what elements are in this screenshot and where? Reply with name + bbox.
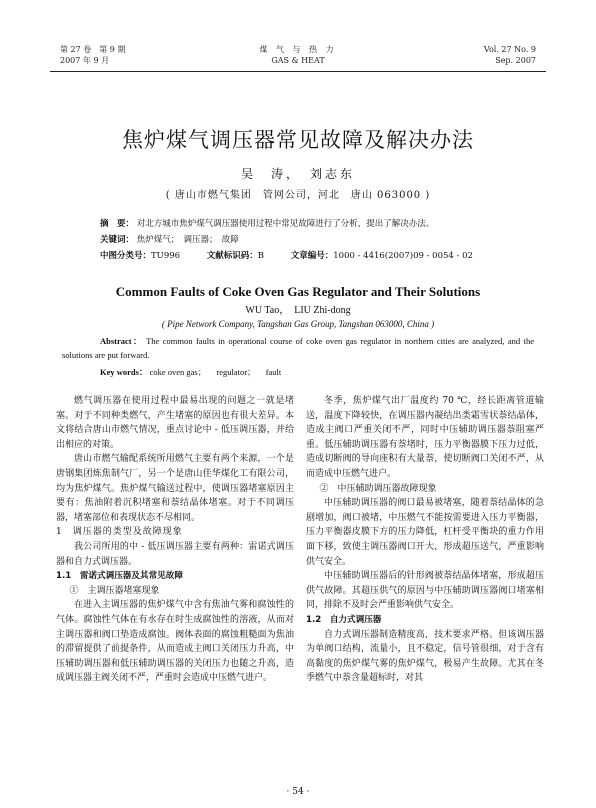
abstract-en — [62, 334, 534, 362]
keywords-cn-label: 关键词： — [100, 235, 135, 245]
abstract-en-text: The common faults in operational course of coke oven gas regulator in northern cities are analyzed, and the solutions are put forward. — [62, 336, 534, 360]
body-column-right — [306, 394, 544, 686]
paragraph: 自力式调压器制造精度高，技术要求严格。但该调压器为单阀口结构，流量小，且不稳定，信号管很细，对于含有高黏度的焦炉煤气雾的焦炉煤气，极易产生故障。尤其在冬季燃气中萘含量超标时，对其 — [306, 629, 544, 684]
journal-volume-issue-en — [484, 44, 536, 66]
journal-name-cn: 煤 气 与 热 力 — [259, 45, 337, 54]
volume-issue-en-text: Vol. 27 No. 9 — [483, 45, 536, 54]
article-number — [291, 251, 473, 261]
keywords-cn-text: 焦炉煤气； 调压器； 故障 — [136, 235, 239, 245]
document-code — [207, 251, 264, 261]
keyword-en-item: coke oven gas； — [149, 367, 207, 377]
publication-date-en-text: Sep. 2007 — [495, 56, 536, 65]
paragraph: 唐山市燃气输配系统所用燃气主要有两个来源，一个是唐钢集团炼焦制气厂，另一个是唐山佳华煤化工有限公司，均为焦炉煤气。焦炉煤气输送过程中，使调压器堵塞原因主要有：焦油附着沉积堵塞和萘结晶体堵塞。对于不同调压器，堵塞部位和表现状态不尽相同。 — [56, 454, 294, 523]
affiliation-en: ( Pipe Network Company, Tangshan Gas Group, Tangshan 063000, China ) — [161, 319, 435, 329]
abstract-cn-label: 摘 要： — [100, 219, 135, 229]
article-number-label: 文章编号： — [290, 251, 334, 261]
keywords-cn — [100, 234, 239, 246]
keywords-en-label: Key words： — [100, 367, 148, 377]
body-column-left — [56, 394, 294, 686]
clc-value: TU996 — [151, 251, 181, 261]
section-heading: 1 调压器的类型及故障现象 — [56, 527, 183, 538]
page-number: · 54 · — [286, 787, 310, 797]
abstract-cn-text: 对北方城市焦炉煤气调压器使用过程中常见故障进行了分析，提出了解决办法。 — [136, 219, 435, 229]
paragraph: 冬季，焦炉煤气出厂温度约 70 ℃，经长距离管道输送，温度下降较快，在调压器内凝结出类霜雪状萘结晶体，造成主阀口严重关闭不严，同时中压辅助调压器萘阻塞严重。低压辅助调压器有萘堵时，压力平衡器膜下压力过低，造成切断阀的导向座积有大量萘，使切断阀口关闭不严，从而造成中压燃气进户。 — [306, 396, 544, 479]
subsection-heading: 1.1 雷诺式调压器及其常见故障 — [56, 571, 183, 582]
keywords-en — [100, 366, 289, 378]
paragraph: 中压辅助调压器的阀口最易被堵塞，随着萘结晶体的急剧增加，阀口被堵，中压燃气不能按需要进入压力平衡器，压力平衡器皮膜下方的压力降低，杠杆受平衡块的重力作用面下移，致使主调压器阀口开大，形成超压送气，严重影响供气安全。 — [306, 498, 544, 567]
header-divider — [50, 71, 546, 72]
journal-name-en: GAS & HEAT — [271, 56, 325, 65]
keyword-en-item: fault — [265, 367, 282, 377]
article-number-value: 1000 - 4416(2007)09 - 0054 - 02 — [333, 251, 473, 261]
doc-code-value: B — [257, 251, 265, 261]
publication-date-text: 2007 年 9 月 — [60, 56, 110, 65]
affiliation-cn: ( 唐山市燃气集团 管网公司，河北 唐山 063000 ) — [165, 190, 431, 201]
paper-title-cn: 焦炉煤气调压器常见故障及解决办法 — [122, 128, 474, 152]
abstract-en-label: Abstract： — [100, 336, 143, 346]
paragraph: 中压辅助调压器后的针形阀被萘结晶体堵塞，形成超压供气故障。其超压供气的原因与中压辅助调压器阀口堵塞相同，排除不及时会严重影响供气安全。 — [306, 571, 544, 611]
authors-cn: 吴 涛， 刘志东 — [240, 167, 355, 181]
classification-line — [100, 250, 497, 262]
subsubsection-heading: ② 中压辅助调压器故障现象 — [319, 483, 437, 494]
paragraph: 在进入主调压器的焦炉煤气中含有焦油气雾和腐蚀性的气体。腐蚀性气体在有水存在时生成腐蚀性的溶液，从而对主调压器和阀口垫造成腐蚀。阀体表面的腐蚀粗糙面为焦油的滞留提供了前提条件，从而造成主阀口关闭压力升高，中压辅助调压器和低压辅助调压器的关闭压力也随之升高，造成调压器主阀关闭不严，严重时会造成中压燃气进户。 — [56, 600, 294, 684]
clc-label: 中图分类号： — [100, 251, 152, 261]
subsection-heading: 1.2 自力式调压器 — [306, 614, 382, 625]
keyword-en-item: regulator； — [216, 367, 256, 377]
volume-issue-text: 第 27 卷 第 9 期 — [60, 45, 126, 54]
paragraph: 燃气调压器在使用过程中最易出现的问题之一就是堵塞。对于不同种类燃气，产生堵塞的原因也有很大差异。本文将结合唐山市燃气情况，重点讨论中 - 低压调压器，并给出相应的对策。 — [56, 396, 294, 450]
abstract-cn — [100, 218, 434, 230]
paragraph: 我公司所用的中 - 低压调压器主要有两种：雷诺式调压器和自力式调压器。 — [56, 541, 294, 567]
paper-title-en: Common Faults of Coke Oven Gas Regulator and Their Solutions — [115, 284, 481, 299]
clc-number — [100, 251, 180, 261]
authors-en: WU Tao， LIU Zhi-dong — [245, 305, 351, 316]
doc-code-label: 文献标识码： — [206, 251, 258, 261]
subsubsection-heading: ① 主调压器堵塞现象 — [69, 585, 160, 596]
